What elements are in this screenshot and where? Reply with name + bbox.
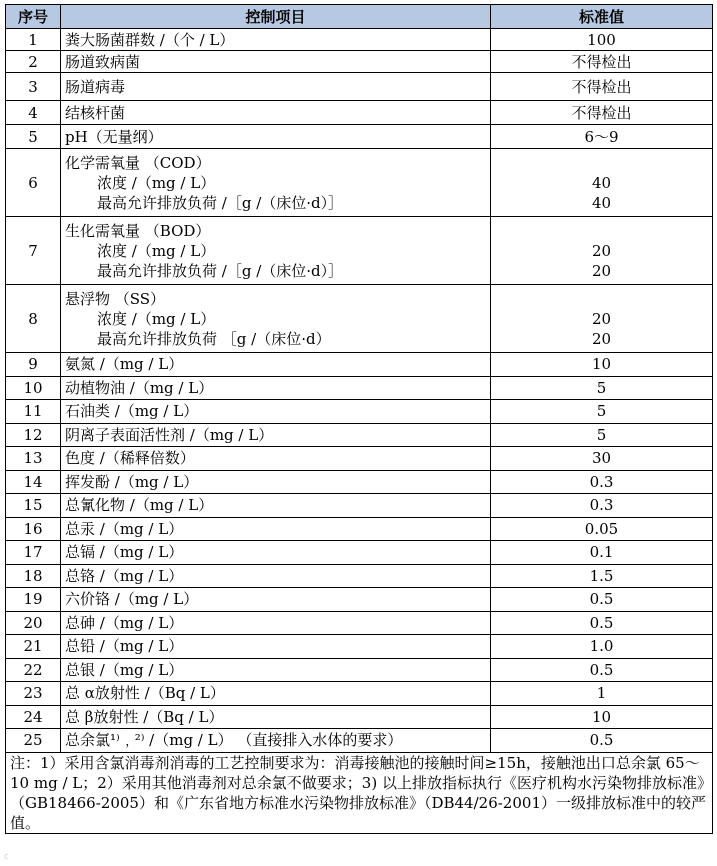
control-item: 总氰化物 /（mg / L）	[61, 494, 491, 518]
control-item: 总铬 /（mg / L）	[61, 564, 491, 588]
standard-value: 0.5	[491, 729, 713, 753]
control-item: 总铅 /（mg / L）	[61, 635, 491, 659]
header-no: 序号	[6, 5, 61, 29]
sub-item-value: 20	[591, 309, 612, 328]
standard-value: 5	[491, 376, 713, 400]
table-row	[6, 125, 713, 149]
header-item: 控制项目	[61, 5, 491, 29]
table-row	[6, 564, 713, 588]
table-row	[6, 658, 713, 682]
row-number: 14	[6, 470, 61, 494]
row-number: 7	[6, 217, 61, 285]
row-number: 8	[6, 285, 61, 353]
row-number: 11	[6, 400, 61, 424]
row-number: 21	[6, 635, 61, 659]
control-item: 结核杆菌	[61, 101, 491, 125]
sub-item-value: 20	[591, 241, 612, 260]
row-number: 5	[6, 125, 61, 149]
table-row	[6, 285, 713, 353]
sub-item-label: 最高允许排放负荷 /［g /（床位·d）］	[97, 193, 344, 212]
row-number: 17	[6, 541, 61, 565]
item-name: 化学需氧量 （COD）	[65, 153, 211, 172]
control-item: 肠道致病菌	[61, 51, 491, 73]
sub-item-value: 40	[591, 193, 612, 212]
table-body	[6, 29, 713, 753]
table-row	[6, 470, 713, 494]
footnote: 注：1）采用含氯消毒剂消毒的工艺控制要求为：消毒接触池的接触时间≥15h，接触池出口总余氯 65～10 mg / L；2）采用其他消毒剂对总余氯不做要求；3) 以上排放指标执行《医疗机构水污染物排放标准》（GB18466-2005）和《广东省地方标准水污染物排放标准》（DB44/26-2001）一级排放标准中的较严值。	[6, 752, 713, 833]
table-row	[6, 51, 713, 73]
control-item: 肠道病毒	[61, 73, 491, 101]
standard-value: 0.5	[491, 658, 713, 682]
table-row	[6, 541, 713, 565]
table-row	[6, 729, 713, 753]
standard-value: 0.5	[491, 611, 713, 635]
control-item: 总 α放射性 /（Bq / L）	[61, 682, 491, 706]
sub-item-label: 浓度 /（mg / L）	[97, 241, 216, 260]
header-row	[6, 5, 713, 29]
note-row	[6, 752, 713, 833]
table-row	[6, 29, 713, 51]
standard-value: 不得检出	[491, 101, 713, 125]
row-number: 25	[6, 729, 61, 753]
table-row	[6, 517, 713, 541]
row-number: 12	[6, 423, 61, 447]
row-number: 3	[6, 73, 61, 101]
sub-item-value: 40	[591, 173, 612, 192]
table-row	[6, 400, 713, 424]
control-item: 总余氯¹⁾﹐²⁾ /（mg / L） （直接排入水体的要求）	[61, 729, 491, 753]
sub-item-label: 最高允许排放负荷 /［g /（床位·d）］	[97, 261, 344, 280]
table-row	[6, 376, 713, 400]
standard-value: 100	[491, 29, 713, 51]
row-number: 19	[6, 588, 61, 612]
standard-value: 1.5	[491, 564, 713, 588]
control-item: 氨氮 /（mg / L）	[61, 353, 491, 377]
control-item	[61, 285, 491, 353]
table-row	[6, 611, 713, 635]
sub-item-value: 20	[591, 329, 612, 348]
standard-value: 30	[491, 447, 713, 471]
table-row	[6, 149, 713, 217]
item-name: 生化需氧量 （BOD）	[65, 221, 211, 240]
table-row	[6, 217, 713, 285]
standard-value: 0.3	[491, 494, 713, 518]
row-number: 24	[6, 705, 61, 729]
standard-value: 0.3	[491, 470, 713, 494]
standard-value: 10	[491, 705, 713, 729]
item-name: 悬浮物 （SS）	[65, 289, 166, 308]
row-number: 1	[6, 29, 61, 51]
row-number: 2	[6, 51, 61, 73]
standard-value	[491, 285, 713, 353]
table-row	[6, 635, 713, 659]
control-item: 总银 /（mg / L）	[61, 658, 491, 682]
row-number: 9	[6, 353, 61, 377]
control-item: 总砷 /（mg / L）	[61, 611, 491, 635]
sub-item-label: 浓度 /（mg / L）	[97, 173, 216, 192]
table-row	[6, 447, 713, 471]
standard-value: 1	[491, 682, 713, 706]
sub-item-label: 最高允许排放负荷 ［g /（床位·d）	[97, 329, 331, 348]
control-item: 总汞 /（mg / L）	[61, 517, 491, 541]
control-item	[61, 217, 491, 285]
standard-value	[491, 149, 713, 217]
header-value: 标准值	[491, 5, 713, 29]
control-item: 粪大肠菌群数 /（个 / L）	[61, 29, 491, 51]
row-number: 18	[6, 564, 61, 588]
row-number: 4	[6, 101, 61, 125]
control-item: pH（无量纲）	[61, 125, 491, 149]
control-item: 色度 /（稀释倍数）	[61, 447, 491, 471]
control-item: 阴离子表面活性剂 /（mg / L）	[61, 423, 491, 447]
table-row	[6, 705, 713, 729]
row-number: 23	[6, 682, 61, 706]
sub-item-label: 浓度 /（mg / L）	[97, 309, 216, 328]
standard-value: 5	[491, 423, 713, 447]
standard-value: 不得检出	[491, 73, 713, 101]
row-number: 15	[6, 494, 61, 518]
row-number: 16	[6, 517, 61, 541]
row-number: 20	[6, 611, 61, 635]
control-item: 总 β放射性 /（Bq / L）	[61, 705, 491, 729]
standard-value: 不得检出	[491, 51, 713, 73]
standard-value: 1.0	[491, 635, 713, 659]
standards-table	[5, 4, 713, 834]
row-number: 6	[6, 149, 61, 217]
standard-value: 5	[491, 400, 713, 424]
table-row	[6, 588, 713, 612]
table-row	[6, 101, 713, 125]
standard-value: 0.5	[491, 588, 713, 612]
table-row	[6, 682, 713, 706]
row-number: 10	[6, 376, 61, 400]
control-item: 挥发酚 /（mg / L）	[61, 470, 491, 494]
standard-value: 0.1	[491, 541, 713, 565]
table-row	[6, 494, 713, 518]
table-row	[6, 423, 713, 447]
standard-value	[491, 217, 713, 285]
sub-item-value: 20	[591, 261, 612, 280]
standard-value: 6～9	[491, 125, 713, 149]
table-row	[6, 353, 713, 377]
table-row	[6, 73, 713, 101]
control-item: 石油类 /（mg / L）	[61, 400, 491, 424]
control-item: 六价铬 /（mg / L）	[61, 588, 491, 612]
control-item	[61, 149, 491, 217]
row-number: 22	[6, 658, 61, 682]
watermark: c	[4, 852, 9, 862]
row-number: 13	[6, 447, 61, 471]
standard-value: 0.05	[491, 517, 713, 541]
control-item: 动植物油 /（mg / L）	[61, 376, 491, 400]
control-item: 总镉 /（mg / L）	[61, 541, 491, 565]
standard-value: 10	[491, 353, 713, 377]
